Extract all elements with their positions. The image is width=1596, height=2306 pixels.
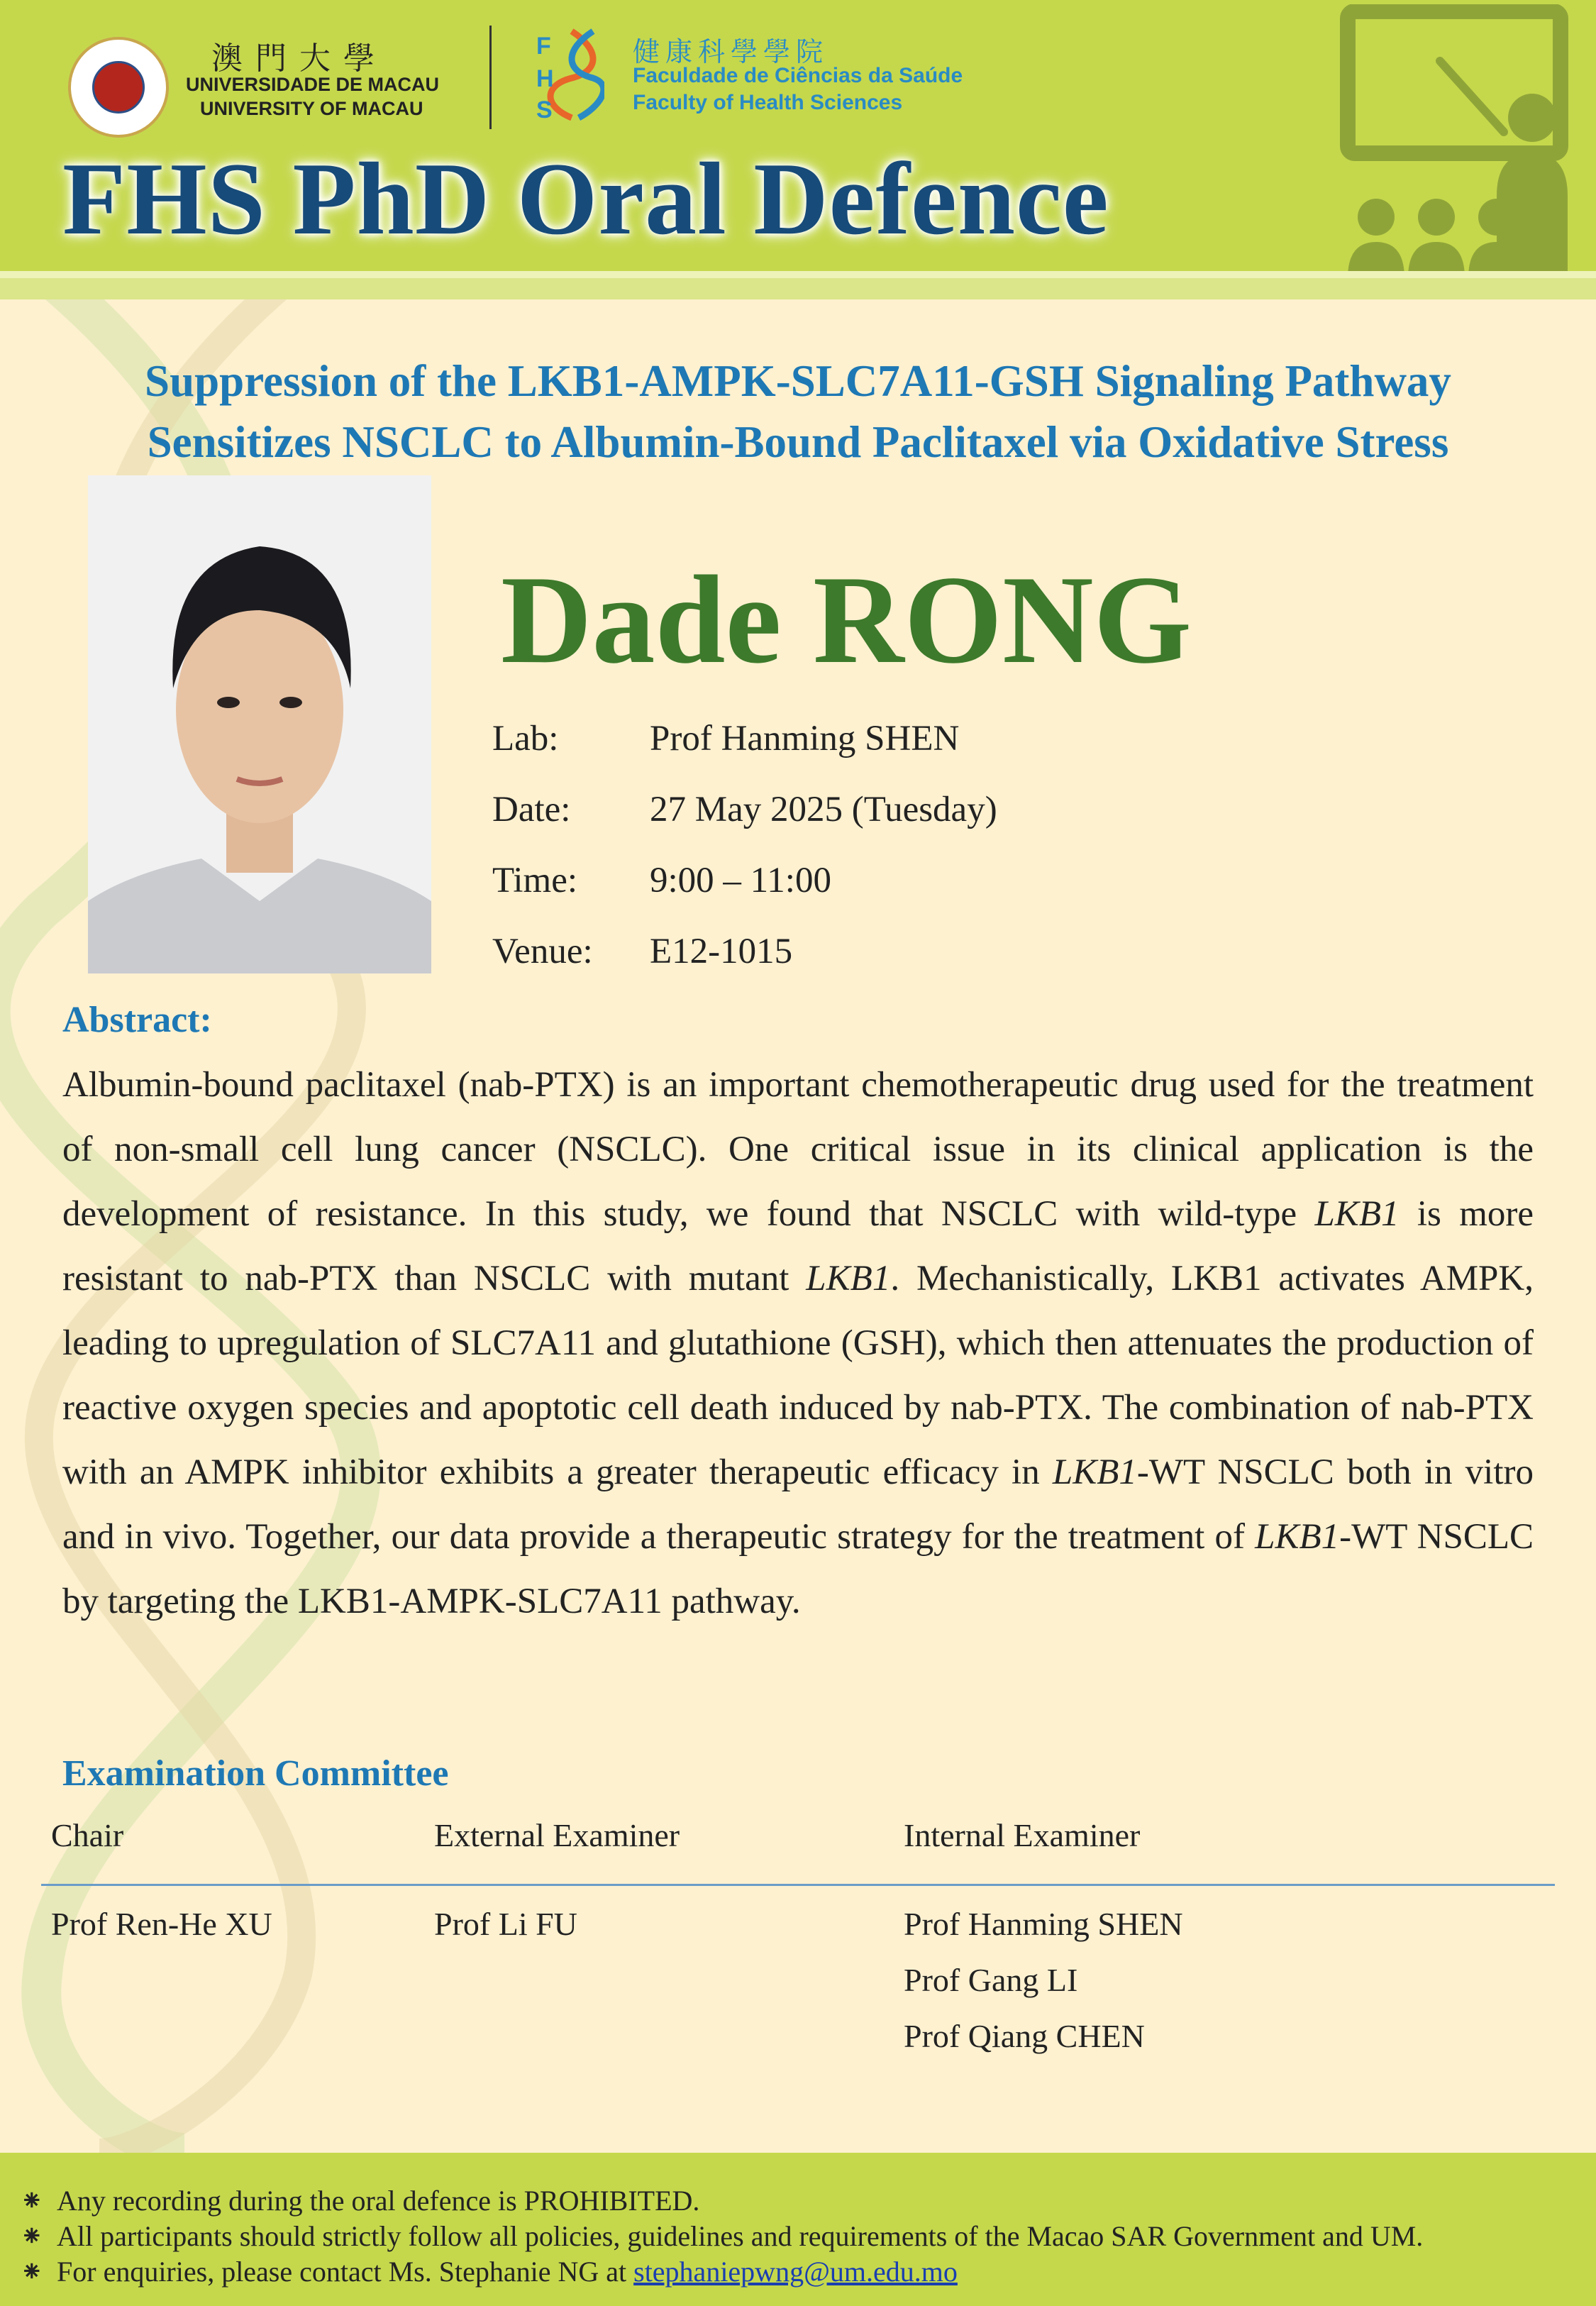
- abstract-gene-4: LKB1: [1255, 1517, 1340, 1557]
- time-label: Time:: [492, 861, 578, 900]
- university-name-english: UNIVERSITY OF MACAU: [200, 98, 423, 119]
- abstract-text-4: -WT NSCLC both in vitro and in vivo. Together, our data provide a therapeutic strategy for the treatment of: [62, 1452, 1534, 1557]
- chair-member: Prof Ren-He XU: [51, 1906, 272, 1942]
- note-bullet: ⁕: [20, 2256, 44, 2288]
- lab-label: Lab:: [492, 719, 559, 758]
- internal-header: Internal Examiner: [904, 1817, 1141, 1853]
- header-banner: [0, 0, 1596, 271]
- note-enquiries: [20, 2255, 958, 2288]
- venue-label: Venue:: [492, 932, 593, 971]
- abstract-gene-2: LKB1: [806, 1259, 891, 1298]
- university-name-portuguese: UNIVERSIDADE DE MACAU: [186, 74, 440, 95]
- internal-members: [904, 1896, 1183, 2064]
- thesis-title-line2: Sensitizes NSCLC to Albumin-Bound Paclitaxel via Oxidative Stress: [147, 417, 1449, 467]
- faculty-name-english: Faculty of Health Sciences: [633, 91, 903, 114]
- fhs-logo-letter-s: S: [536, 96, 553, 121]
- date-label: Date:: [492, 790, 571, 829]
- candidate-photo: [88, 475, 431, 973]
- abstract-heading: Abstract:: [62, 1000, 212, 1040]
- date-value: 27 May 2025 (Tuesday): [650, 790, 997, 829]
- university-crest-icon: [68, 37, 169, 138]
- note-enquiries-text: For enquiries, please contact Ms. Stephanie NG at: [57, 2256, 634, 2288]
- note-bullet: ⁕: [20, 2220, 44, 2252]
- fhs-logo-letter-h: H: [536, 65, 554, 92]
- fhs-logo-letter-f: F: [536, 33, 551, 60]
- header-divider-band: [0, 278, 1596, 299]
- external-header: External Examiner: [434, 1817, 680, 1853]
- university-name-chinese: 澳門大學: [211, 41, 387, 76]
- abstract-text-1: Albumin-bound paclitaxel (nab-PTX) is an important chemotherapeutic drug used for the treatment of non-small cell lung cancer (NSCLC). One critical issue in its clinical application is the development of resistance. In this study, we found that NSCLC with wild-type: [62, 1065, 1534, 1234]
- abstract-text-2: is more resistant to nab-PTX than NSCLC with mutant: [62, 1194, 1534, 1298]
- venue-value: E12-1015: [650, 932, 793, 971]
- internal-member: Prof Gang LI: [904, 1962, 1078, 1998]
- abstract-body: [62, 1053, 1534, 1634]
- note-bullet: ⁕: [20, 2185, 44, 2217]
- candidate-name: Dade RONG: [501, 549, 1192, 690]
- faculty-name-chinese: 健康科學學院: [633, 38, 829, 67]
- contact-email-link[interactable]: stephaniepwng@um.edu.mo: [633, 2256, 958, 2288]
- committee-divider: [41, 1884, 1555, 1886]
- internal-member: Prof Hanming SHEN: [904, 1906, 1183, 1942]
- logo-divider: [489, 26, 492, 129]
- chair-members: [51, 1896, 272, 1952]
- faculty-name-portuguese: Faculdade de Ciências da Saúde: [633, 64, 963, 87]
- time-value: 9:00 – 11:00: [650, 861, 831, 900]
- committee-heading: Examination Committee: [62, 1753, 449, 1794]
- presentation-teacher-icon: [1298, 4, 1596, 271]
- chair-header: Chair: [51, 1817, 124, 1853]
- external-member: Prof Li FU: [434, 1906, 577, 1942]
- note-recording-text: Any recording during the oral defence is PROHIBITED.: [57, 2185, 700, 2217]
- fhs-dna-logo-icon: [536, 28, 604, 121]
- abstract-gene-1: LKB1: [1314, 1194, 1400, 1234]
- external-members: [434, 1896, 577, 1952]
- header-divider: [0, 271, 1596, 278]
- abstract-gene-3: LKB1: [1052, 1452, 1137, 1492]
- thesis-title-line1: Suppression of the LKB1-AMPK-SLC7A11-GSH Signaling Pathway: [145, 356, 1451, 406]
- internal-member: Prof Qiang CHEN: [904, 2018, 1145, 2054]
- note-policies-text: All participants should strictly follow all policies, guidelines and requirements of the Macao SAR Government and UM.: [57, 2220, 1424, 2252]
- abstract-text-5: -WT NSCLC by targeting the LKB1-AMPK-SLC7A11 pathway.: [62, 1517, 1534, 1621]
- abstract-text-3: . Mechanistically, LKB1 activates AMPK, leading to upregulation of SLC7A11 and glutathione (GSH), which then attenuates the production of reactive oxygen species and apoptotic cell death induced by nab-PTX. The combination of nab-PTX with an AMPK inhibitor exhibits a greater therapeutic efficacy in: [62, 1259, 1534, 1492]
- note-recording: [20, 2184, 699, 2217]
- lab-value: Prof Hanming SHEN: [650, 719, 960, 758]
- thesis-title: [0, 351, 1596, 473]
- footer-notes: [0, 2153, 1596, 2306]
- banner-title: FHS PhD Oral Defence: [62, 141, 1109, 256]
- note-policies: [20, 2219, 1423, 2253]
